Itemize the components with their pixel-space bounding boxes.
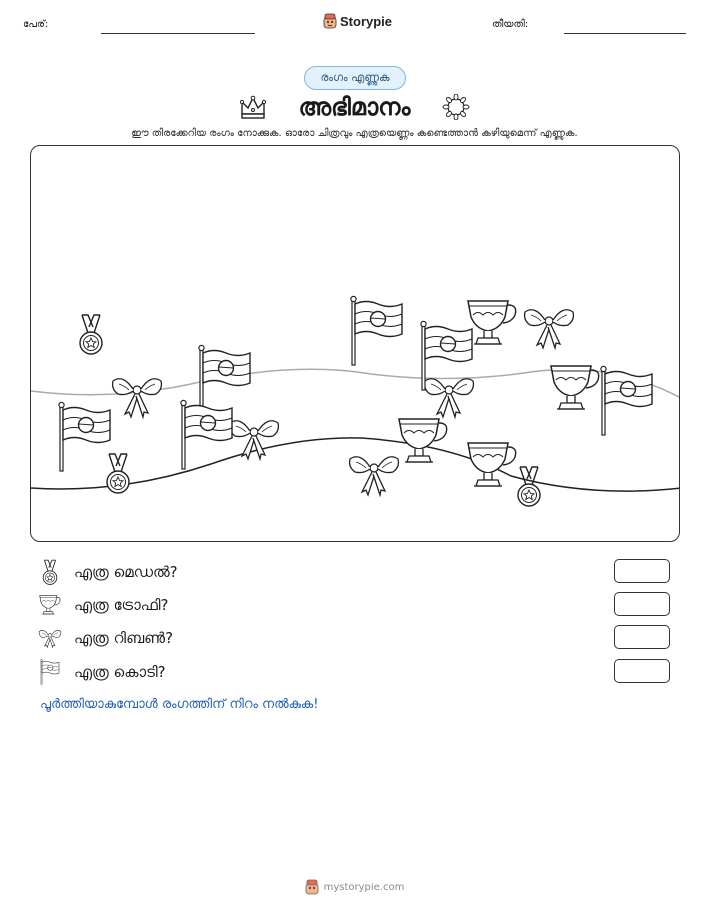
title-row [0, 90, 709, 124]
answer-box-ribbon[interactable] [614, 625, 670, 649]
trophy [399, 419, 447, 462]
answer-box-trophy[interactable] [614, 592, 670, 616]
brand-logo [323, 13, 392, 29]
ribbon [230, 421, 279, 459]
trophy [468, 443, 516, 486]
flag [199, 345, 250, 414]
color-prompt: പൂർത്തിയാകുമ്പോൾ രംഗത്തിന് നിറം നൽകുക! [40, 697, 319, 712]
date-label: തീയതി: [492, 19, 529, 30]
instructions: ഈ തിരക്കേറിയ രംഗം നോക്കുക. ഓരോ ചിത്രവും എത്രയെണ്ണം കണ്ടെത്താൻ കഴിയുമെന്ന് എണ്ണുക. [131, 128, 578, 139]
footer-url[interactable]: mystorypie.com [323, 881, 405, 893]
page-title: അഭിമാനം [298, 93, 411, 121]
medal [80, 315, 102, 354]
medal [518, 467, 540, 506]
question-row-flag [38, 659, 670, 685]
ribbon [525, 310, 574, 348]
storypie-mascot-icon [305, 879, 319, 895]
question-text: എത്ര മെഡൽ? [74, 563, 178, 581]
medal [107, 454, 129, 493]
footer [0, 879, 709, 895]
question-text: എത്ര റിബൺ? [74, 629, 174, 647]
trophy [551, 366, 599, 409]
storypie-mascot-icon [323, 13, 337, 29]
trophy-icon [38, 592, 62, 618]
flag [601, 366, 652, 435]
name-field[interactable] [101, 33, 255, 34]
trophy [468, 301, 516, 344]
medal-icon [38, 559, 62, 585]
flag-icon [38, 659, 62, 685]
activity-badge: രംഗം എണ്ണുക [304, 66, 406, 90]
ribbon [113, 379, 162, 417]
question-text: എത്ര കൊടി? [74, 663, 166, 681]
crown-icon [239, 94, 267, 120]
brand-name: Storypie [340, 13, 393, 29]
ribbon-icon [38, 625, 62, 651]
answer-box-medal[interactable] [614, 559, 670, 583]
flag [181, 400, 232, 469]
counting-scene [30, 145, 680, 542]
question-row-ribbon [38, 625, 670, 651]
answer-box-flag[interactable] [614, 659, 670, 683]
question-text: എത്ര ട്രോഫി? [74, 596, 169, 614]
date-field[interactable] [564, 33, 686, 34]
ribbon [350, 457, 399, 495]
wreath-icon [442, 94, 470, 120]
question-row-trophy [38, 592, 670, 618]
question-row-medal [38, 559, 670, 585]
ribbon [425, 379, 474, 417]
flag [59, 402, 110, 471]
flag [351, 296, 402, 365]
name-label: പേര്: [23, 19, 49, 30]
